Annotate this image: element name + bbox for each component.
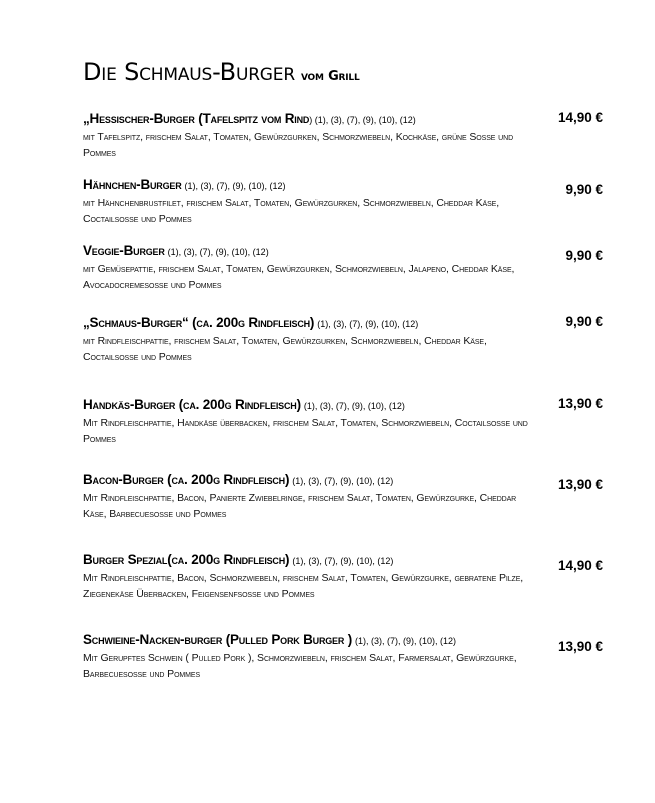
item-description: Mit Rindfleischpattie, Handkäse überbacken, frischem Salat, Tomaten, Schmorzwiebeln, Coctailsosse und Pommes [83,417,528,445]
item-name-text: „Schmaus-Burger“ (ca. 200g Rindfleisch) [83,315,315,330]
item-allergens: (1), (3), (7), (9), (10), (12) [292,476,394,486]
item-allergens: (1), (3), (7), (9), (10), (12) [292,556,394,566]
item-description: mit Gemüsepattie, frischem Salat, Tomaten, Gewürzgurken, Schmorzwiebeln, Jalapeno, Cheddar Käse, Avocadocremesosse und Pommes [83,263,515,291]
item-name [83,242,643,261]
item-name-text: „Hessischer-Burger (Tafelspitz vom Rind [83,111,310,126]
item-price: 13,90 € [557,639,603,654]
item-allergens: (1), (3), (7), (9), (10), (12) [355,636,457,646]
menu-item [83,176,643,227]
item-allergens: (1), (3), (7), (9), (10), (12) [317,319,419,329]
item-name-text: Bacon-Burger (ca. 200g Rindfleisch) [83,472,290,487]
item-name-text: Handkäs-Burger (ca. 200g Rindfleisch) [83,397,301,412]
item-price: 14,90 € [557,110,603,125]
item-name-text: Burger Spezial(ca. 200g Rindfleisch) [83,552,290,567]
item-name [83,314,643,333]
item-allergens: (1), (3), (7), (9), (10), (12) [184,181,286,191]
item-allergens: (1), (3), (7), (9), (10), (12) [167,247,269,257]
item-description: Mit Rindfleischpattie, Bacon, Schmorzwiebeln, frischem Salat, Tomaten, Gewürzgurke, gebratene Pilze, Ziegenekäse Überbacken, Feigensenfsosse und Pommes [83,572,524,600]
item-name-text: Hähnchen-Burger [83,177,182,192]
item-description: Mit Rindfleischpattie, Bacon, Panierte Zwiebelringe, frischem Salat, Tomaten, Gewürzgurke, Cheddar Käse, Barbecuesosse und Pommes [83,492,517,520]
item-name [83,176,643,195]
menu-item [83,242,643,293]
item-description: mit Rindfleischpattie, frischem Salat, Tomaten, Gewürzgurken, Schmorzwiebeln, Cheddar Käse, Coctailsosse und Pommes [83,335,487,363]
item-price: 9,90 € [565,248,603,263]
item-price: 13,90 € [557,477,603,492]
item-description: Mit Gerupftes Schwein ( Pulled Pork ), Schmorzwiebeln, frischem Salat, Farmersalat, Gewürzgurke, Barbecuesosse und Pommes [83,652,517,680]
page-title [83,58,360,86]
item-allergens: (1), (3), (7), (9), (10), (12) [303,401,405,411]
item-price: 9,90 € [565,182,603,197]
item-allergens: ) (1), (3), (7), (9), (10), (12) [309,115,416,125]
item-description: mit Tafelspitz, frischem Salat, Tomaten, Gewürzgurken, Schmorzwiebeln, Kochkäse, grüne Sosse und Pommes [83,131,514,159]
item-name-text: Veggie-Burger [83,243,165,258]
item-price: 13,90 € [557,396,603,411]
item-price: 14,90 € [557,558,603,573]
menu-item [83,314,643,365]
title-subtitle: vom Grill [300,69,360,84]
item-name-text: Schwieine-Nacken-burger (Pulled Pork Burger ) [83,632,352,647]
title-text: Die Schmaus-Burger [83,58,295,86]
item-description: mit Hähnchenbrustfilet, frischem Salat, Tomaten, Gewürzgurken, Schmorzwiebeln, Cheddar Käse, Coctailsosse und Pommes [83,197,500,225]
item-price: 9,90 € [565,314,603,329]
